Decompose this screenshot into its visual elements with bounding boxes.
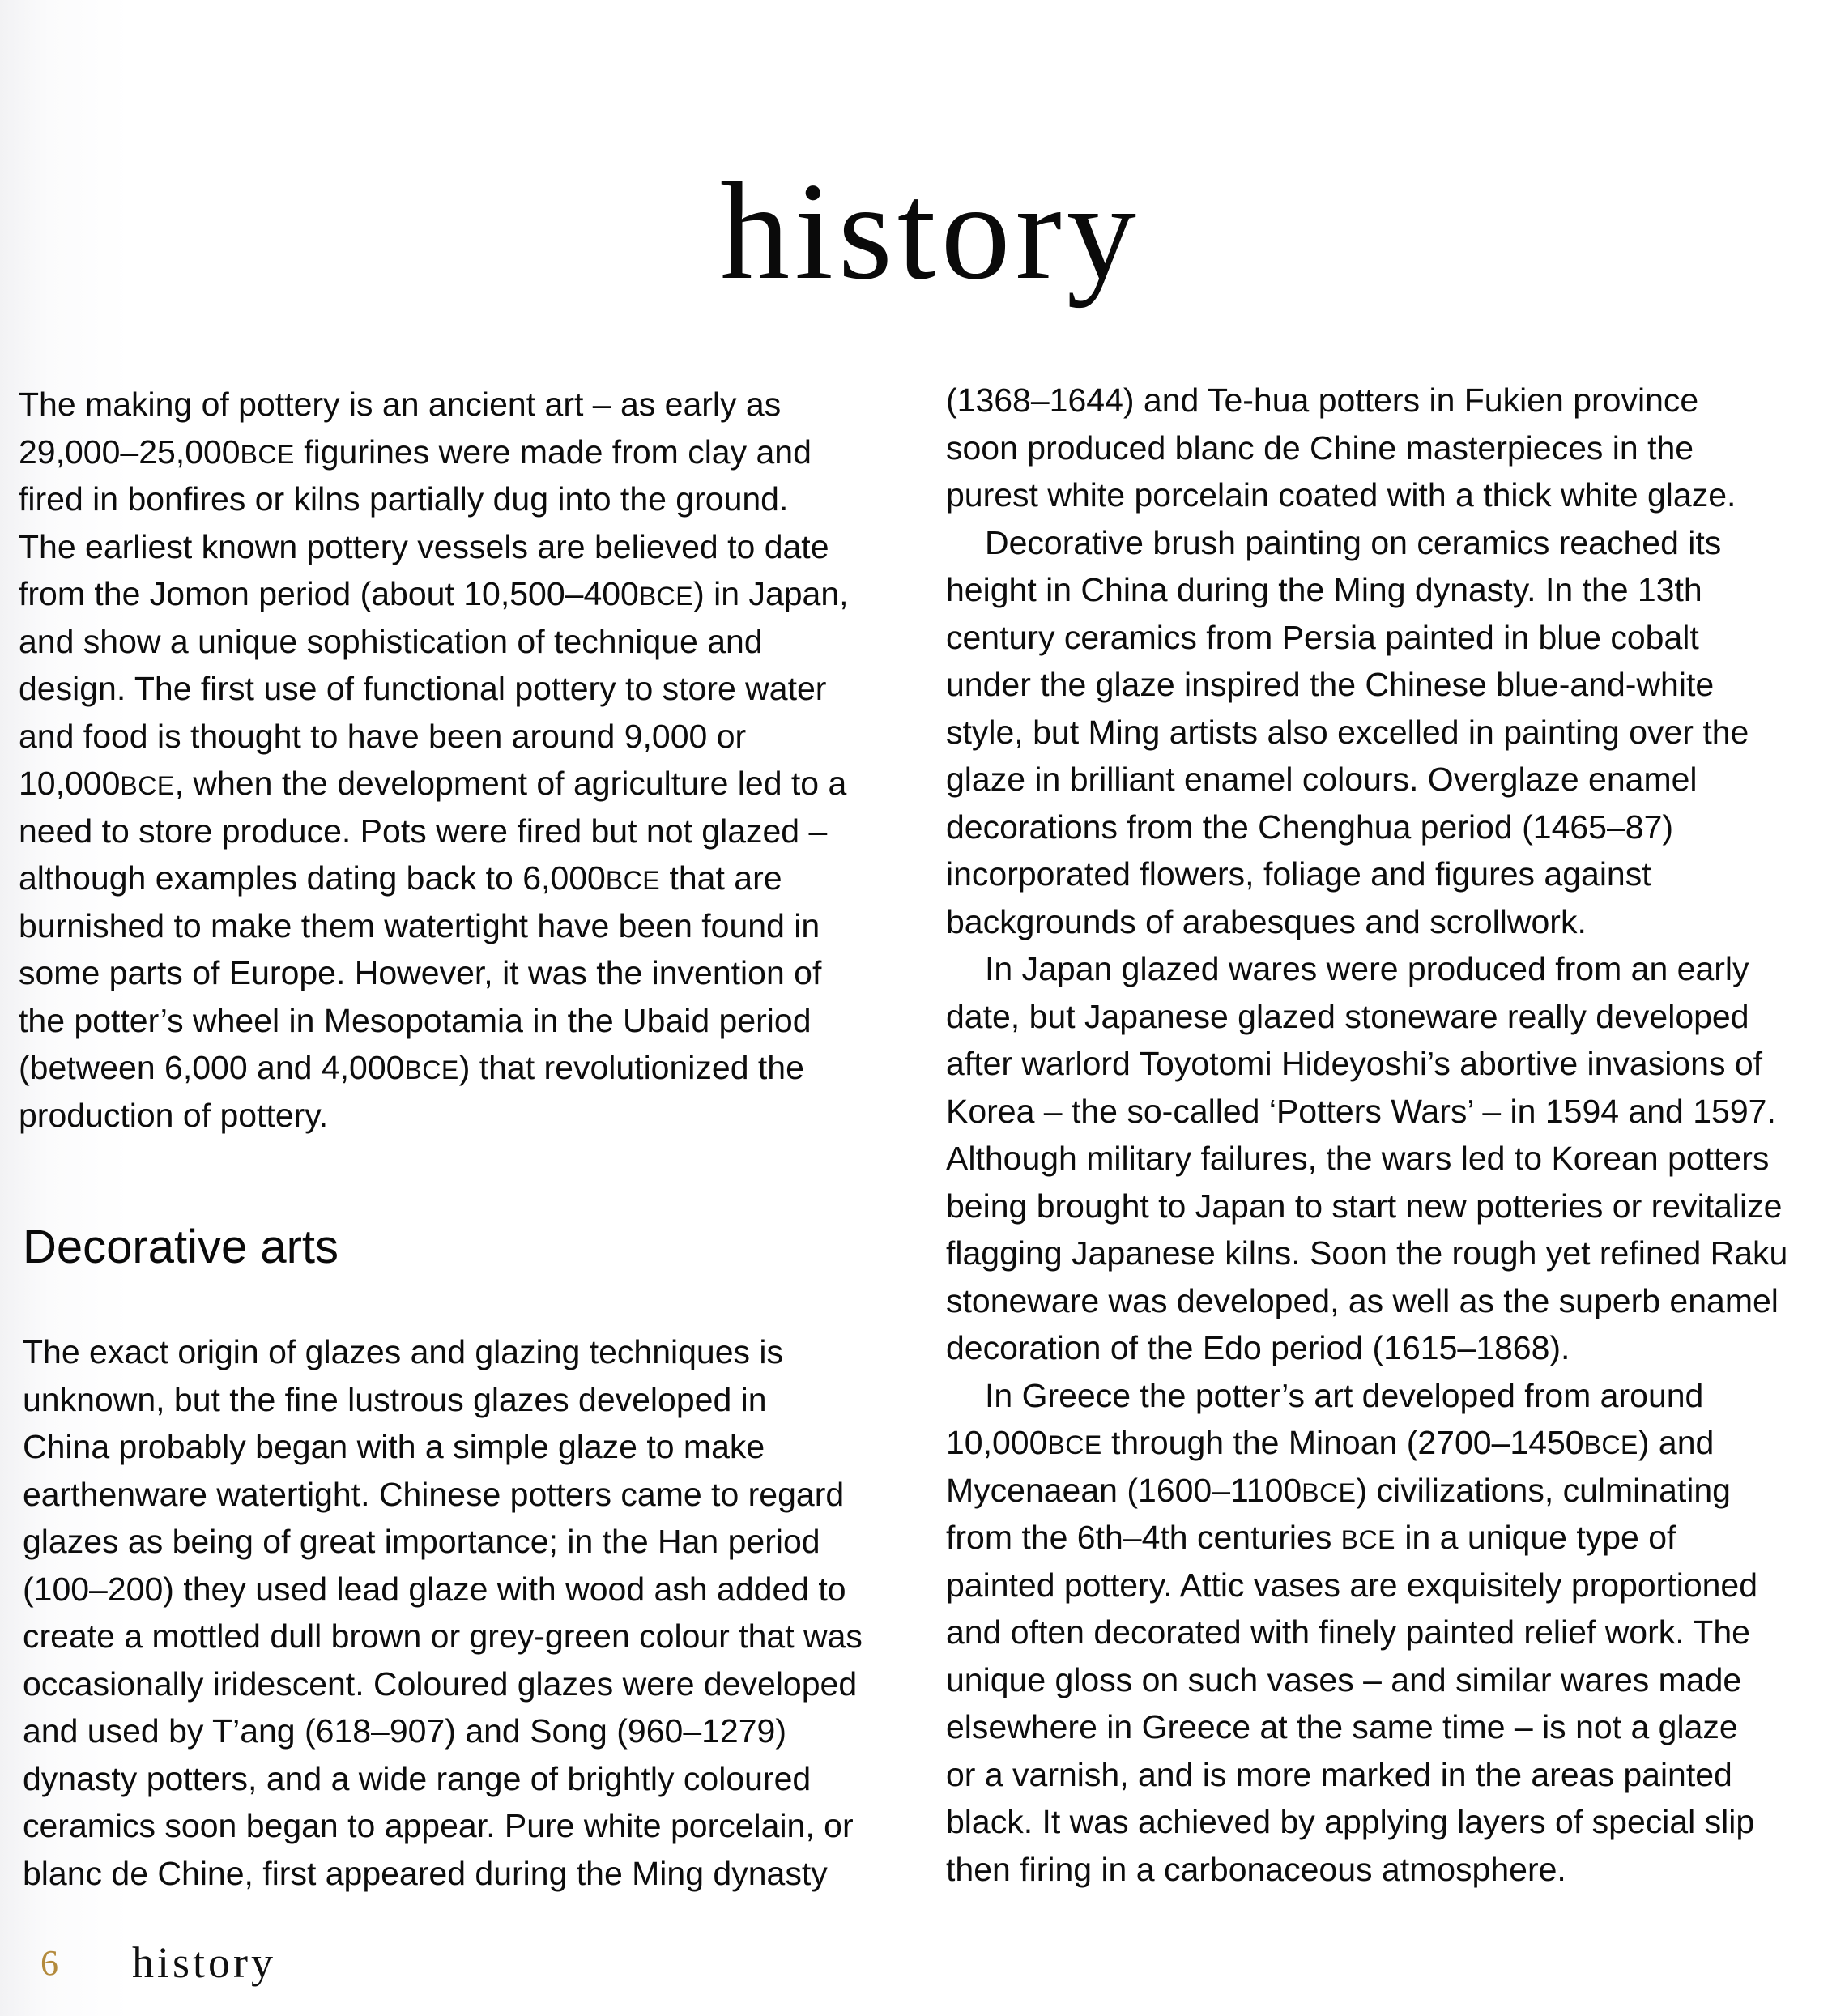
text-line: 10,000BCE through the Minoan (2700–1450BCE) and <box>946 1424 1715 1461</box>
text-line: 10,000BCE, when the development of agriculture led to a <box>19 765 847 802</box>
text-line: and food is thought to have been around 9,000 or <box>19 717 747 755</box>
text-line: incorporated flowers, foliage and figures against <box>946 855 1651 893</box>
era-abbreviation: BCE <box>1302 1477 1357 1507</box>
text-line: decorations from the Chenghua period (1465–87) <box>946 808 1674 846</box>
text-line: the potter’s wheel in Mesopotamia in the Ubaid period <box>19 1001 812 1039</box>
text-line: glazes as being of great importance; in the Han period <box>23 1523 820 1560</box>
era-abbreviation: BCE <box>1340 1525 1395 1554</box>
text-line: Korea – the so-called ‘Potters Wars’ – in 1594 and 1597. <box>946 1092 1776 1130</box>
text-line: stoneware was developed, as well as the superb enamel <box>946 1281 1779 1319</box>
right-column <box>946 377 1829 1893</box>
era-abbreviation: BCE <box>240 439 295 469</box>
text-line: purest white porcelain coated with a thick white glaze. <box>946 476 1736 514</box>
text-line: (1368–1644) and Te-hua potters in Fukien province <box>946 381 1699 419</box>
text-line: need to store produce. Pots were fired but not glazed – <box>19 812 828 850</box>
text-line: although examples dating back to 6,000BCE that are <box>19 859 782 897</box>
text-line: after warlord Toyotomi Hideyoshi’s abortive invasions of <box>946 1045 1763 1082</box>
text-line: style, but Ming artists also excelled in painting over the <box>946 713 1749 751</box>
paragraph-start-line: In Greece the potter’s art developed from around <box>985 1376 1704 1414</box>
paragraph-start-line: Decorative brush painting on ceramics reached its <box>985 523 1722 561</box>
text-line: ceramics soon began to appear. Pure white porcelain, or <box>23 1807 854 1844</box>
text-line: century ceramics from Persia painted in blue cobalt <box>946 618 1699 656</box>
text-line: unique gloss on such vases – and similar wares made <box>946 1660 1742 1698</box>
text-line: under the glaze inspired the Chinese blue-and-white <box>946 666 1715 703</box>
text-line: create a mottled dull brown or grey-green colour that was <box>23 1617 863 1655</box>
text-line: and used by T’ang (618–907) and Song (960–1279) <box>23 1712 786 1750</box>
page-title: history <box>720 155 1141 309</box>
text-line: The exact origin of glazes and glazing techniques is <box>23 1333 784 1370</box>
text-line: unknown, but the fine lustrous glazes developed in <box>23 1380 767 1418</box>
text-line: 29,000–25,000BCE figurines were made from clay and <box>19 433 812 471</box>
text-line: painted pottery. Attic vases are exquisitely proportioned <box>946 1566 1758 1604</box>
era-abbreviation: BCE <box>1583 1430 1638 1460</box>
text-line: some parts of Europe. However, it was the invention of <box>19 954 822 991</box>
era-abbreviation: BCE <box>605 866 661 895</box>
text-line: The making of pottery is an ancient art – as early as <box>19 386 782 423</box>
text-line: production of pottery. <box>19 1096 329 1134</box>
text-line: The earliest known pottery vessels are believed to date <box>19 527 829 565</box>
text-line: Mycenaean (1600–1100BCE) civilizations, culminating <box>946 1471 1731 1509</box>
text-line: occasionally iridescent. Coloured glazes were developed <box>23 1664 858 1703</box>
era-abbreviation: BCE <box>404 1055 459 1085</box>
text-line: fired in bonfires or kilns partially dug into the ground. <box>19 480 789 518</box>
text-line: and often decorated with finely painted relief work. The <box>946 1613 1750 1651</box>
text-line: (100–200) they used lead glaze with wood ash added to <box>23 1570 846 1608</box>
left-column-decorative-arts-paragraph <box>23 1328 922 1897</box>
text-line: glaze in brilliant enamel colours. Overglaze enamel <box>946 761 1698 798</box>
text-line: soon produced blanc de Chine masterpieces in the <box>946 428 1694 467</box>
era-abbreviation: BCE <box>120 771 175 800</box>
text-line: flagging Japanese kilns. Soon the rough yet refined Raku <box>946 1234 1788 1272</box>
text-line: dynasty potters, and a wide range of brightly coloured <box>23 1759 812 1797</box>
text-line: decoration of the Edo period (1615–1868). <box>946 1329 1570 1366</box>
text-line: (between 6,000 and 4,000BCE) that revolutionized the <box>19 1049 804 1086</box>
text-line: backgrounds of arabesques and scrollwork. <box>946 902 1587 940</box>
text-line: earthenware watertight. Chinese potters came to regard <box>23 1475 845 1513</box>
paragraph-start-line: In Japan glazed wares were produced from an early <box>985 950 1749 987</box>
text-line: and show a unique sophistication of technique and <box>19 622 763 660</box>
running-head: history <box>132 1938 277 1987</box>
text-line: elsewhere in Greece at the same time – is not a glaze <box>946 1708 1738 1745</box>
text-line: blanc de Chine, first appeared during the Ming dynasty <box>23 1854 828 1892</box>
text-line: height in China during the Ming dynasty. In the 13th <box>946 571 1702 608</box>
text-line: from the 6th–4th centuries BCE in a unique type of <box>946 1519 1676 1556</box>
page-number: 6 <box>40 1943 58 1983</box>
text-line: burnished to make them watertight have been found in <box>19 906 820 944</box>
page-footer <box>0 1937 567 1994</box>
text-line: China probably began with a simple glaze to make <box>23 1428 765 1465</box>
text-line: then firing in a carbonaceous atmosphere. <box>946 1850 1566 1888</box>
era-abbreviation: BCE <box>1047 1430 1102 1460</box>
text-line: being brought to Japan to start new potteries or revitalize <box>946 1187 1783 1225</box>
era-abbreviation: BCE <box>638 582 694 611</box>
text-line: or a varnish, and is more marked in the areas painted <box>946 1755 1732 1793</box>
text-line: from the Jomon period (about 10,500–400BCE) in Japan, <box>19 575 849 612</box>
text-line: design. The first use of functional pottery to store water <box>19 670 827 707</box>
text-line: Although military failures, the wars led to Korean potters <box>946 1140 1770 1177</box>
text-line: black. It was achieved by applying layers of special slip <box>946 1803 1755 1840</box>
text-line: date, but Japanese glazed stoneware really developed <box>946 997 1749 1035</box>
section-heading-decorative-arts: Decorative arts <box>23 1221 339 1273</box>
left-column-intro-paragraph <box>19 381 918 1139</box>
